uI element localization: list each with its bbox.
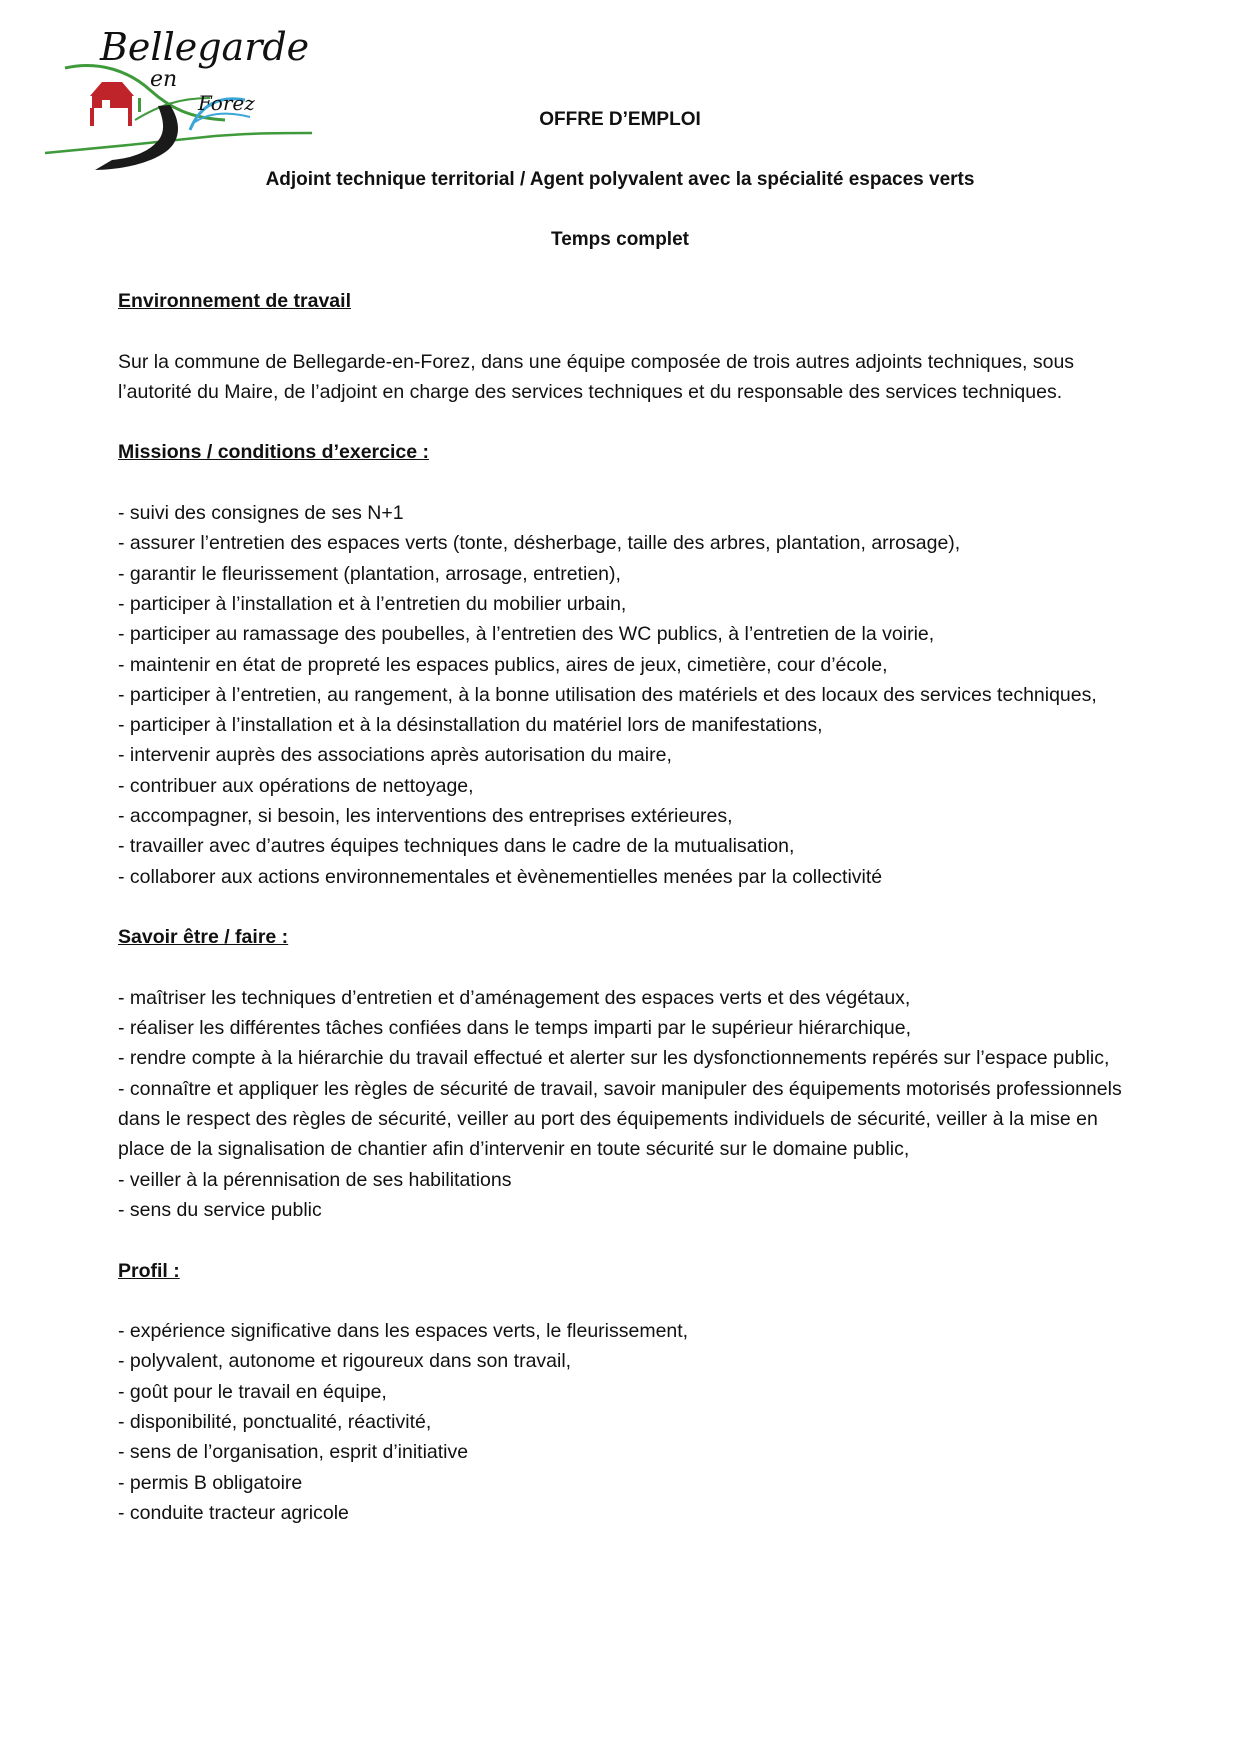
list-item: - participer à l’installation et à la désinstallation du matériel lors de manifestations, bbox=[118, 714, 823, 737]
section-heading-missions: Missions / conditions d’exercice : bbox=[118, 441, 430, 464]
list-item: - participer au ramassage des poubelles, à l’entretien des WC publics, à l’entretien de la voirie, bbox=[118, 623, 935, 646]
list-item: - participer à l’entretien, au rangement, à la bonne utilisation des matériels et des locaux des services techniques, bbox=[118, 683, 1097, 706]
section-heading-skills: Savoir être / faire : bbox=[118, 926, 289, 949]
list-item: - connaître et appliquer les règles de sécurité de travail, savoir manipuler des équipements motorisés professionnels dans le respect des règles de sécurité, veiller au port des équipements individuels de sécurité, veiller à la mise en place de la signalisation de chantier afin d’intervenir en toute sécurité sur le domaine public, bbox=[118, 1077, 1122, 1161]
list-item: - travailler avec d’autres équipes techniques dans le cadre de la mutualisation, bbox=[118, 835, 795, 858]
list-item: - sens de l’organisation, esprit d’initiative bbox=[118, 1441, 469, 1464]
list-item: - goût pour le travail en équipe, bbox=[118, 1380, 387, 1403]
list-item: - accompagner, si besoin, les interventions des entreprises extérieures, bbox=[118, 805, 733, 828]
list-item: - veiller à la pérennisation de ses habilitations bbox=[118, 1168, 512, 1191]
job-offer-title: OFFRE D’EMPLOI bbox=[539, 109, 701, 130]
list-item: - expérience significative dans les espaces verts, le fleurissement, bbox=[118, 1320, 689, 1343]
list-item: - intervenir auprès des associations après autorisation du maire, bbox=[118, 744, 672, 767]
logo-line1: Bellegarde bbox=[100, 25, 310, 69]
section-heading-profile: Profil : bbox=[118, 1259, 180, 1282]
list-item: - conduite tracteur agricole bbox=[118, 1501, 349, 1524]
list-item: - rendre compte à la hiérarchie du travail effectué et alerter sur les dysfonctionnements repérés sur l’espace public, bbox=[118, 1047, 1110, 1070]
list-item: - collaborer aux actions environnementales et èvènementielles menées par la collectivité bbox=[118, 865, 883, 888]
list-item: - sens du service public bbox=[118, 1198, 322, 1221]
document-body bbox=[118, 286, 1138, 1528]
list-item: - maintenir en état de propreté les espaces publics, aires de jeux, cimetière, cour d’école, bbox=[118, 653, 888, 676]
list-item: - suivi des consignes de ses N+1 bbox=[118, 502, 404, 525]
logo-line3: Forez bbox=[198, 91, 255, 115]
section-heading-environment: Environnement de travail bbox=[118, 290, 351, 312]
list-item: - permis B obligatoire bbox=[118, 1471, 303, 1494]
list-item: - polyvalent, autonome et rigoureux dans son travail, bbox=[118, 1350, 572, 1373]
job-position: Adjoint technique territorial / Agent polyvalent avec la spécialité espaces verts bbox=[265, 169, 975, 190]
bellegarde-en-forez-logo bbox=[40, 20, 320, 190]
list-item: - garantir le fleurissement (plantation, arrosage, entretien), bbox=[118, 562, 621, 585]
list-item: - maîtriser les techniques d’entretien et d’aménagement des espaces verts et des végétaux, bbox=[118, 986, 911, 1009]
list-item: - participer à l’installation et à l’entretien du mobilier urbain, bbox=[118, 592, 627, 615]
environment-paragraph: Sur la commune de Bellegarde-en-Forez, dans une équipe composée de trois autres adjoints techniques, sous l’autorité du Maire, de l’adjoint en charge des services techniques et du responsable des services techniques. bbox=[118, 350, 1075, 403]
list-item: - réaliser les différentes tâches confiées dans le temps imparti par le supérieur hiérarchique, bbox=[118, 1017, 912, 1040]
list-item: - assurer l’entretien des espaces verts (tonte, désherbage, taille des arbres, plantation, arrosage), bbox=[118, 532, 961, 555]
list-item: - contribuer aux opérations de nettoyage, bbox=[118, 774, 474, 797]
job-time: Temps complet bbox=[551, 229, 689, 250]
list-item: - disponibilité, ponctualité, réactivité, bbox=[118, 1410, 432, 1433]
logo-line2: en bbox=[150, 67, 178, 92]
